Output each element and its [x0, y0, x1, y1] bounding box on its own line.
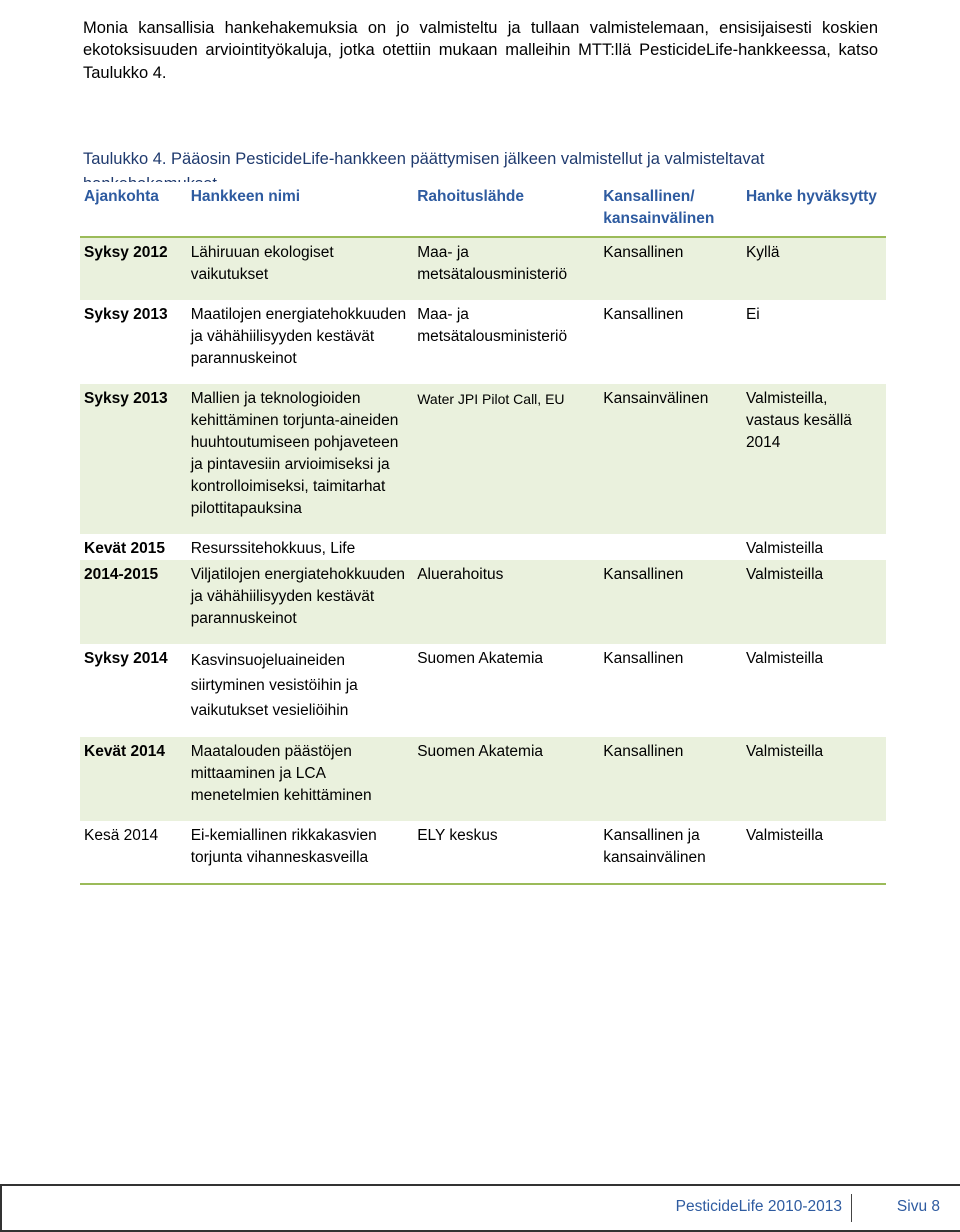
header-approved: Hanke hyväksytty: [742, 182, 886, 237]
cell-name: Mallien ja teknologioiden kehittäminen torjunta-aineiden huuhtoutumiseen pohjaveteen ja pintavesiin arvioimiseksi ja kontrolloimiseksi, taimitarhat pilottitapauksina: [187, 384, 414, 534]
cell-source: Aluerahoitus: [413, 560, 599, 644]
cell-time: Kevät 2014: [80, 737, 187, 821]
cell-time: Kevät 2015: [84, 540, 166, 557]
footer-project: PesticideLife 2010-2013: [675, 1198, 842, 1215]
header-time: Ajankohta: [80, 182, 187, 237]
cell-name: Lähiruuan ekologiset vaikutukset: [187, 237, 414, 300]
table-row: [80, 737, 886, 821]
footer-divider: [851, 1194, 852, 1222]
cell-scope: Kansallinen: [599, 737, 742, 821]
cell-scope: Kansallinen: [599, 237, 742, 300]
table-row: [80, 237, 886, 300]
cell-scope: Kansallinen: [603, 650, 684, 667]
cell-source: Maa- ja metsätalousministeriö: [417, 306, 568, 345]
cell-scope: Kansallinen: [603, 306, 684, 323]
cell-source: Maa- ja metsätalousministeriö: [413, 237, 599, 300]
cell-time: Syksy 2013: [84, 306, 168, 323]
cell-source: Suomen Akatemia: [413, 737, 599, 821]
cell-scope: Kansallinen ja kansainvälinen: [599, 821, 742, 884]
header-scope: Kansallinen/ kansainvälinen: [599, 182, 742, 237]
cell-time: Syksy 2013: [80, 384, 187, 534]
cell-approved: Valmisteilla: [742, 560, 886, 644]
cell-approved: Ei: [745, 306, 760, 323]
cell-name: Viljatilojen energiatehokkuuden ja vähähiilisyyden kestävät parannuskeinot: [187, 560, 414, 644]
footer-page-number: Sivu 8: [896, 1198, 940, 1215]
table-row: [80, 534, 886, 560]
cell-source: [413, 534, 599, 560]
cell-scope: Kansainvälinen: [599, 384, 742, 534]
table-row: [80, 300, 886, 384]
cell-scope: Kansallinen: [599, 560, 742, 644]
cell-name: Ei-kemiallinen rikkakasvien torjunta vihanneskasveilla: [187, 821, 414, 884]
cell-approved: Kyllä: [742, 237, 886, 300]
cell-source: Suomen Akatemia: [417, 650, 544, 667]
page-footer: [0, 1184, 960, 1232]
cell-time: Syksy 2014: [84, 650, 168, 667]
table-caption: Taulukko 4. Pääosin PesticideLife-hankkeen päättymisen jälkeen valmistellut ja valmisteltavat: [83, 149, 765, 168]
cell-time: Syksy 2012: [80, 237, 187, 300]
cell-name: Kasvinsuojeluaineiden siirtyminen vesistöihin ja vaikutukset vesieliöihin: [190, 652, 358, 719]
intro-paragraph: Monia kansallisia hankehakemuksia on jo valmisteltu ja tullaan valmistelemaan, ensisijaisesti koskien ekotoksisuuden arviointityökaluja, jotka otettiin mukaan malleihin MTT:llä PesticideLife-hankkeessa, katso Taulukko 4.: [83, 18, 878, 82]
table-header-row: [80, 182, 886, 237]
projects-table: [80, 182, 886, 885]
cell-source: ELY keskus: [413, 821, 599, 884]
header-source: Rahoituslähde: [413, 182, 599, 237]
header-name: Hankkeen nimi: [187, 182, 414, 237]
cell-approved: Valmisteilla: [742, 821, 886, 884]
cell-approved: Valmisteilla: [742, 737, 886, 821]
cell-time: 2014-2015: [80, 560, 187, 644]
cell-source: Water JPI Pilot Call, EU: [413, 384, 599, 534]
cell-approved: Valmisteilla: [745, 540, 824, 557]
table-row: [80, 821, 886, 884]
table-row: [80, 560, 886, 644]
table-row: [80, 644, 886, 737]
cell-approved: Valmisteilla, vastaus kesällä 2014: [742, 384, 886, 534]
cell-time: Kesä 2014: [80, 821, 187, 884]
cell-approved: Valmisteilla: [745, 650, 824, 667]
cell-scope: [599, 534, 742, 560]
cell-name: Maatalouden päästöjen mittaaminen ja LCA menetelmien kehittäminen: [187, 737, 414, 821]
cell-name: Maatilojen energiatehokkuuden ja vähähiilisyyden kestävät parannuskeinot: [190, 306, 407, 367]
cell-name: Resurssitehokkuus, Life: [190, 540, 356, 557]
table-row: [80, 384, 886, 534]
